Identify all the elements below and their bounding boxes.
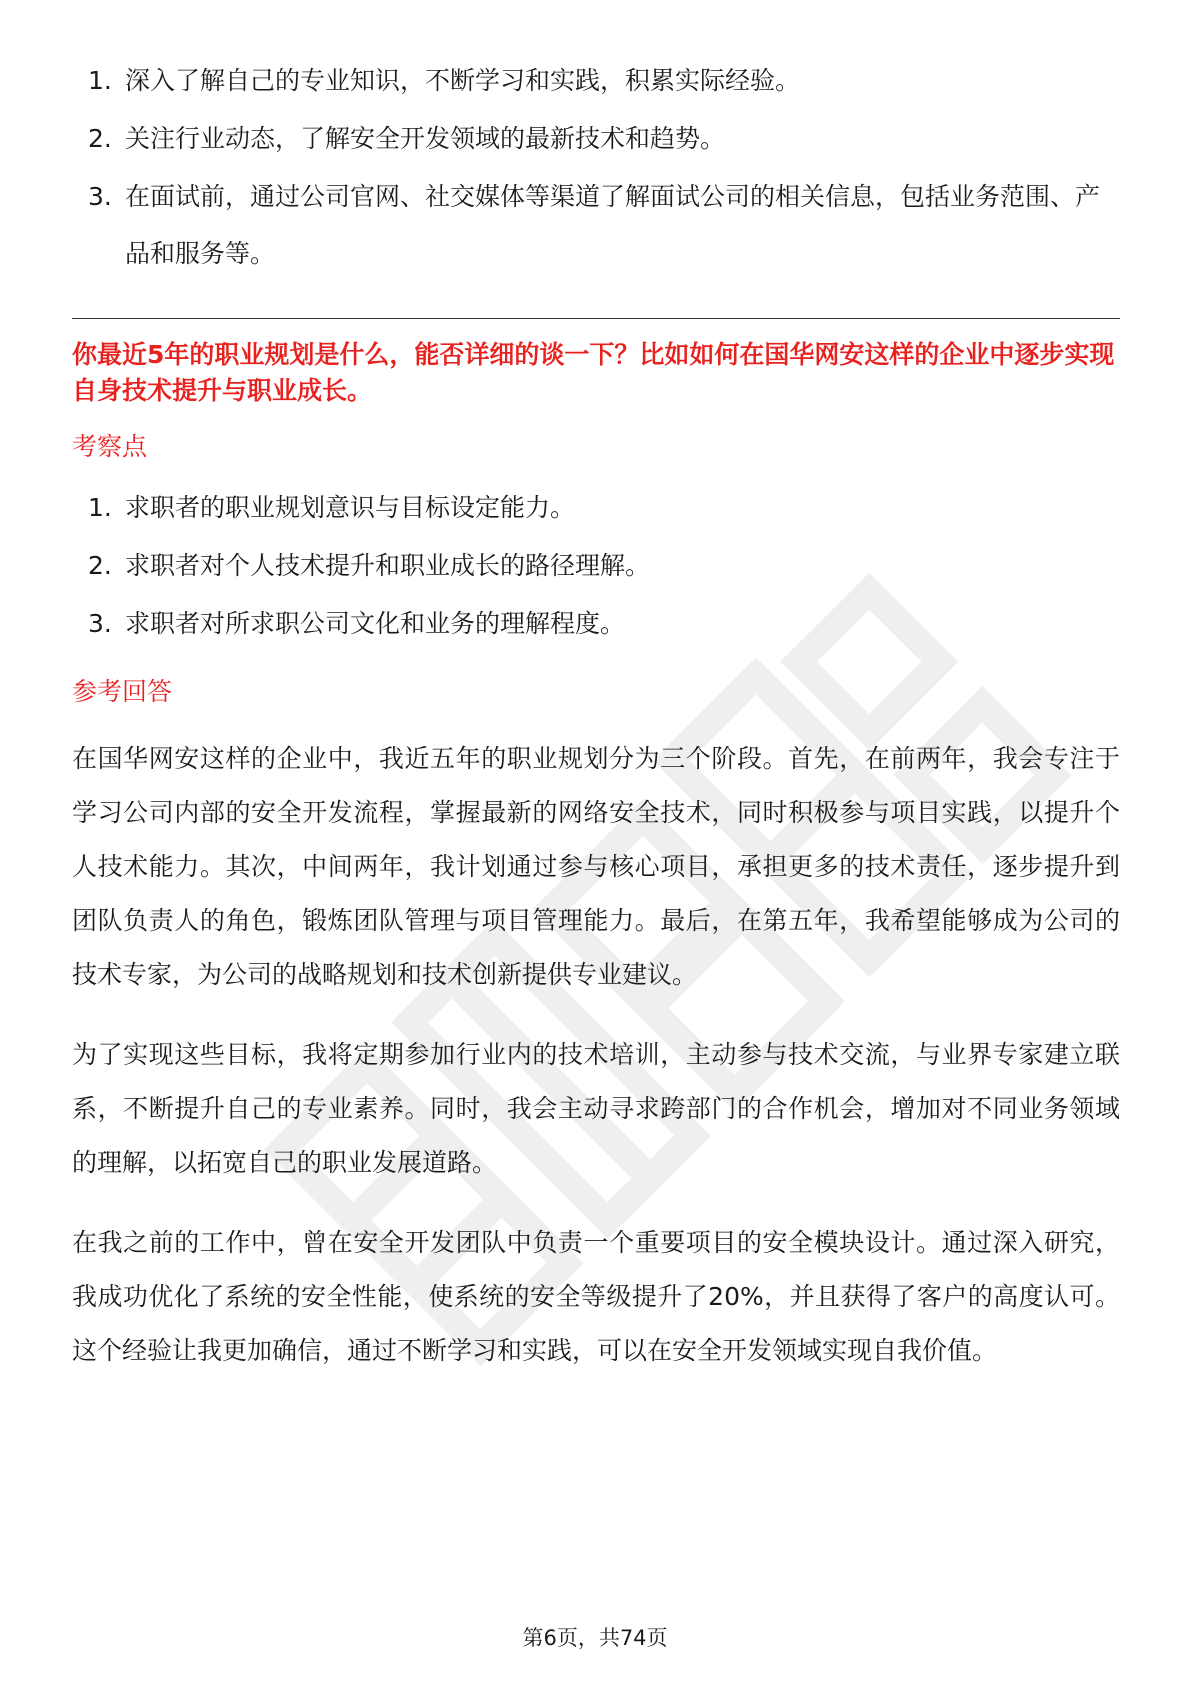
focus-heading: 考察点 — [72, 432, 148, 461]
list-item — [72, 479, 1120, 536]
list-text: 求职者的职业规划意识与目标设定能力。 — [125, 493, 576, 522]
list-item — [72, 168, 1120, 282]
list-text: 关注行业动态，了解安全开发领域的最新技术和趋势。 — [125, 124, 726, 153]
list-number: 1. — [88, 493, 112, 522]
page-content — [72, 52, 1120, 1378]
list-item — [72, 52, 1120, 109]
list-text: 深入了解自己的专业知识，不断学习和实践，积累实际经验。 — [125, 66, 801, 95]
intro-list — [72, 52, 1120, 282]
interview-question: 你最近5年的职业规划是什么，能否详细的谈一下？比如如何在国华网安这样的企业中逐步实现自身技术提升与职业成长。 — [72, 340, 1115, 405]
list-number: 2. — [88, 551, 112, 580]
list-text: 求职者对所求职公司文化和业务的理解程度。 — [125, 609, 626, 638]
list-text: 求职者对个人技术提升和职业成长的路径理解。 — [125, 551, 651, 580]
section-divider — [72, 318, 1120, 319]
answer-paragraph: 为了实现这些目标，我将定期参加行业内的技术培训，主动参与技术交流，与业界专家建立联系，不断提升自己的专业素养。同时，我会主动寻求跨部门的合作机会，增加对不同业务领域的理解，以拓宽自己的职业发展道路。 — [72, 1040, 1120, 1177]
answer-heading: 参考回答 — [72, 677, 173, 706]
list-number: 2. — [88, 124, 112, 153]
focus-list — [72, 479, 1120, 652]
answer-paragraph: 在我之前的工作中，曾在安全开发团队中负责一个重要项目的安全模块设计。通过深入研究，我成功优化了系统的安全性能，使系统的安全等级提升了20%，并且获得了客户的高度认可。这个经验让我更加确信，通过不断学习和实践，可以在安全开发领域实现自我价值。 — [72, 1228, 1120, 1365]
list-number: 1. — [88, 66, 112, 95]
list-item — [72, 110, 1120, 167]
list-number: 3. — [88, 182, 112, 211]
answer-paragraph: 在国华网安这样的企业中，我近五年的职业规划分为三个阶段。首先，在前两年，我会专注于学习公司内部的安全开发流程，掌握最新的网络安全技术，同时积极参与项目实践，以提升个人技术能力。其次，中间两年，我计划通过参与核心项目，承担更多的技术责任，逐步提升到团队负责人的角色，锻炼团队管理与项目管理能力。最后，在第五年，我希望能够成为公司的技术专家，为公司的战略规划和技术创新提供专业建议。 — [72, 744, 1120, 989]
list-text: 在面试前，通过公司官网、社交媒体等渠道了解面试公司的相关信息，包括业务范围、产品和服务等。 — [125, 182, 1101, 268]
list-item — [72, 595, 1120, 652]
page-footer: 第6页，共74页 — [522, 1626, 668, 1650]
list-number: 3. — [88, 609, 112, 638]
list-item — [72, 537, 1120, 594]
